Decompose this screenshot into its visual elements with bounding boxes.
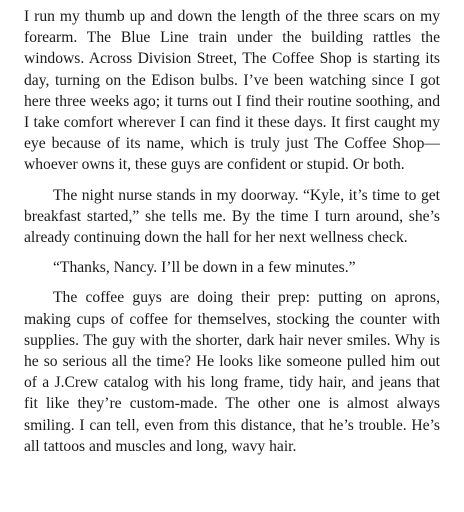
book-page [24, 6, 440, 466]
paragraph-night-nurse: The night nurse stands in my doorway. “Kyle, it’s time to get breakfast started,” she tells me. By the time I turn around, she’s already continuing down the hall for her next wellness check. [24, 186, 440, 247]
paragraph-scars: I run my thumb up and down the length of the three scars on my forearm. The Blue Line train under the building rattles the windows. Across Division Street, The Coffee Shop is starting its day, turning on the Edison bulbs. I’ve been watching since I got here three weeks ago; it turns out I find their routine soothing, and I take comfort wherever I can find it these days. It first caught my eye because of its name, which is truly just The Coffee Shop—whoever owns it, these guys are confident or stupid. Or both. [24, 8, 440, 174]
paragraph-coffee-guys: The coffee guys are doing their prep: putting on aprons, making cups of coffee for themselves, stocking the counter with supplies. The guy with the shorter, dark hair never smiles. Why is he so serious all the time? He looks like someone pulled him out of a J.Crew catalog with his long frame, tidy hair, and jeans that fit like they’re custom-made. The other one is almost always smiling. I can tell, even from this distance, that he’s trouble. He’s all tattoos and muscles and long, wavy hair. [24, 289, 440, 455]
paragraph-thanks-nancy: “Thanks, Nancy. I’ll be down in a few minutes.” [53, 259, 356, 277]
